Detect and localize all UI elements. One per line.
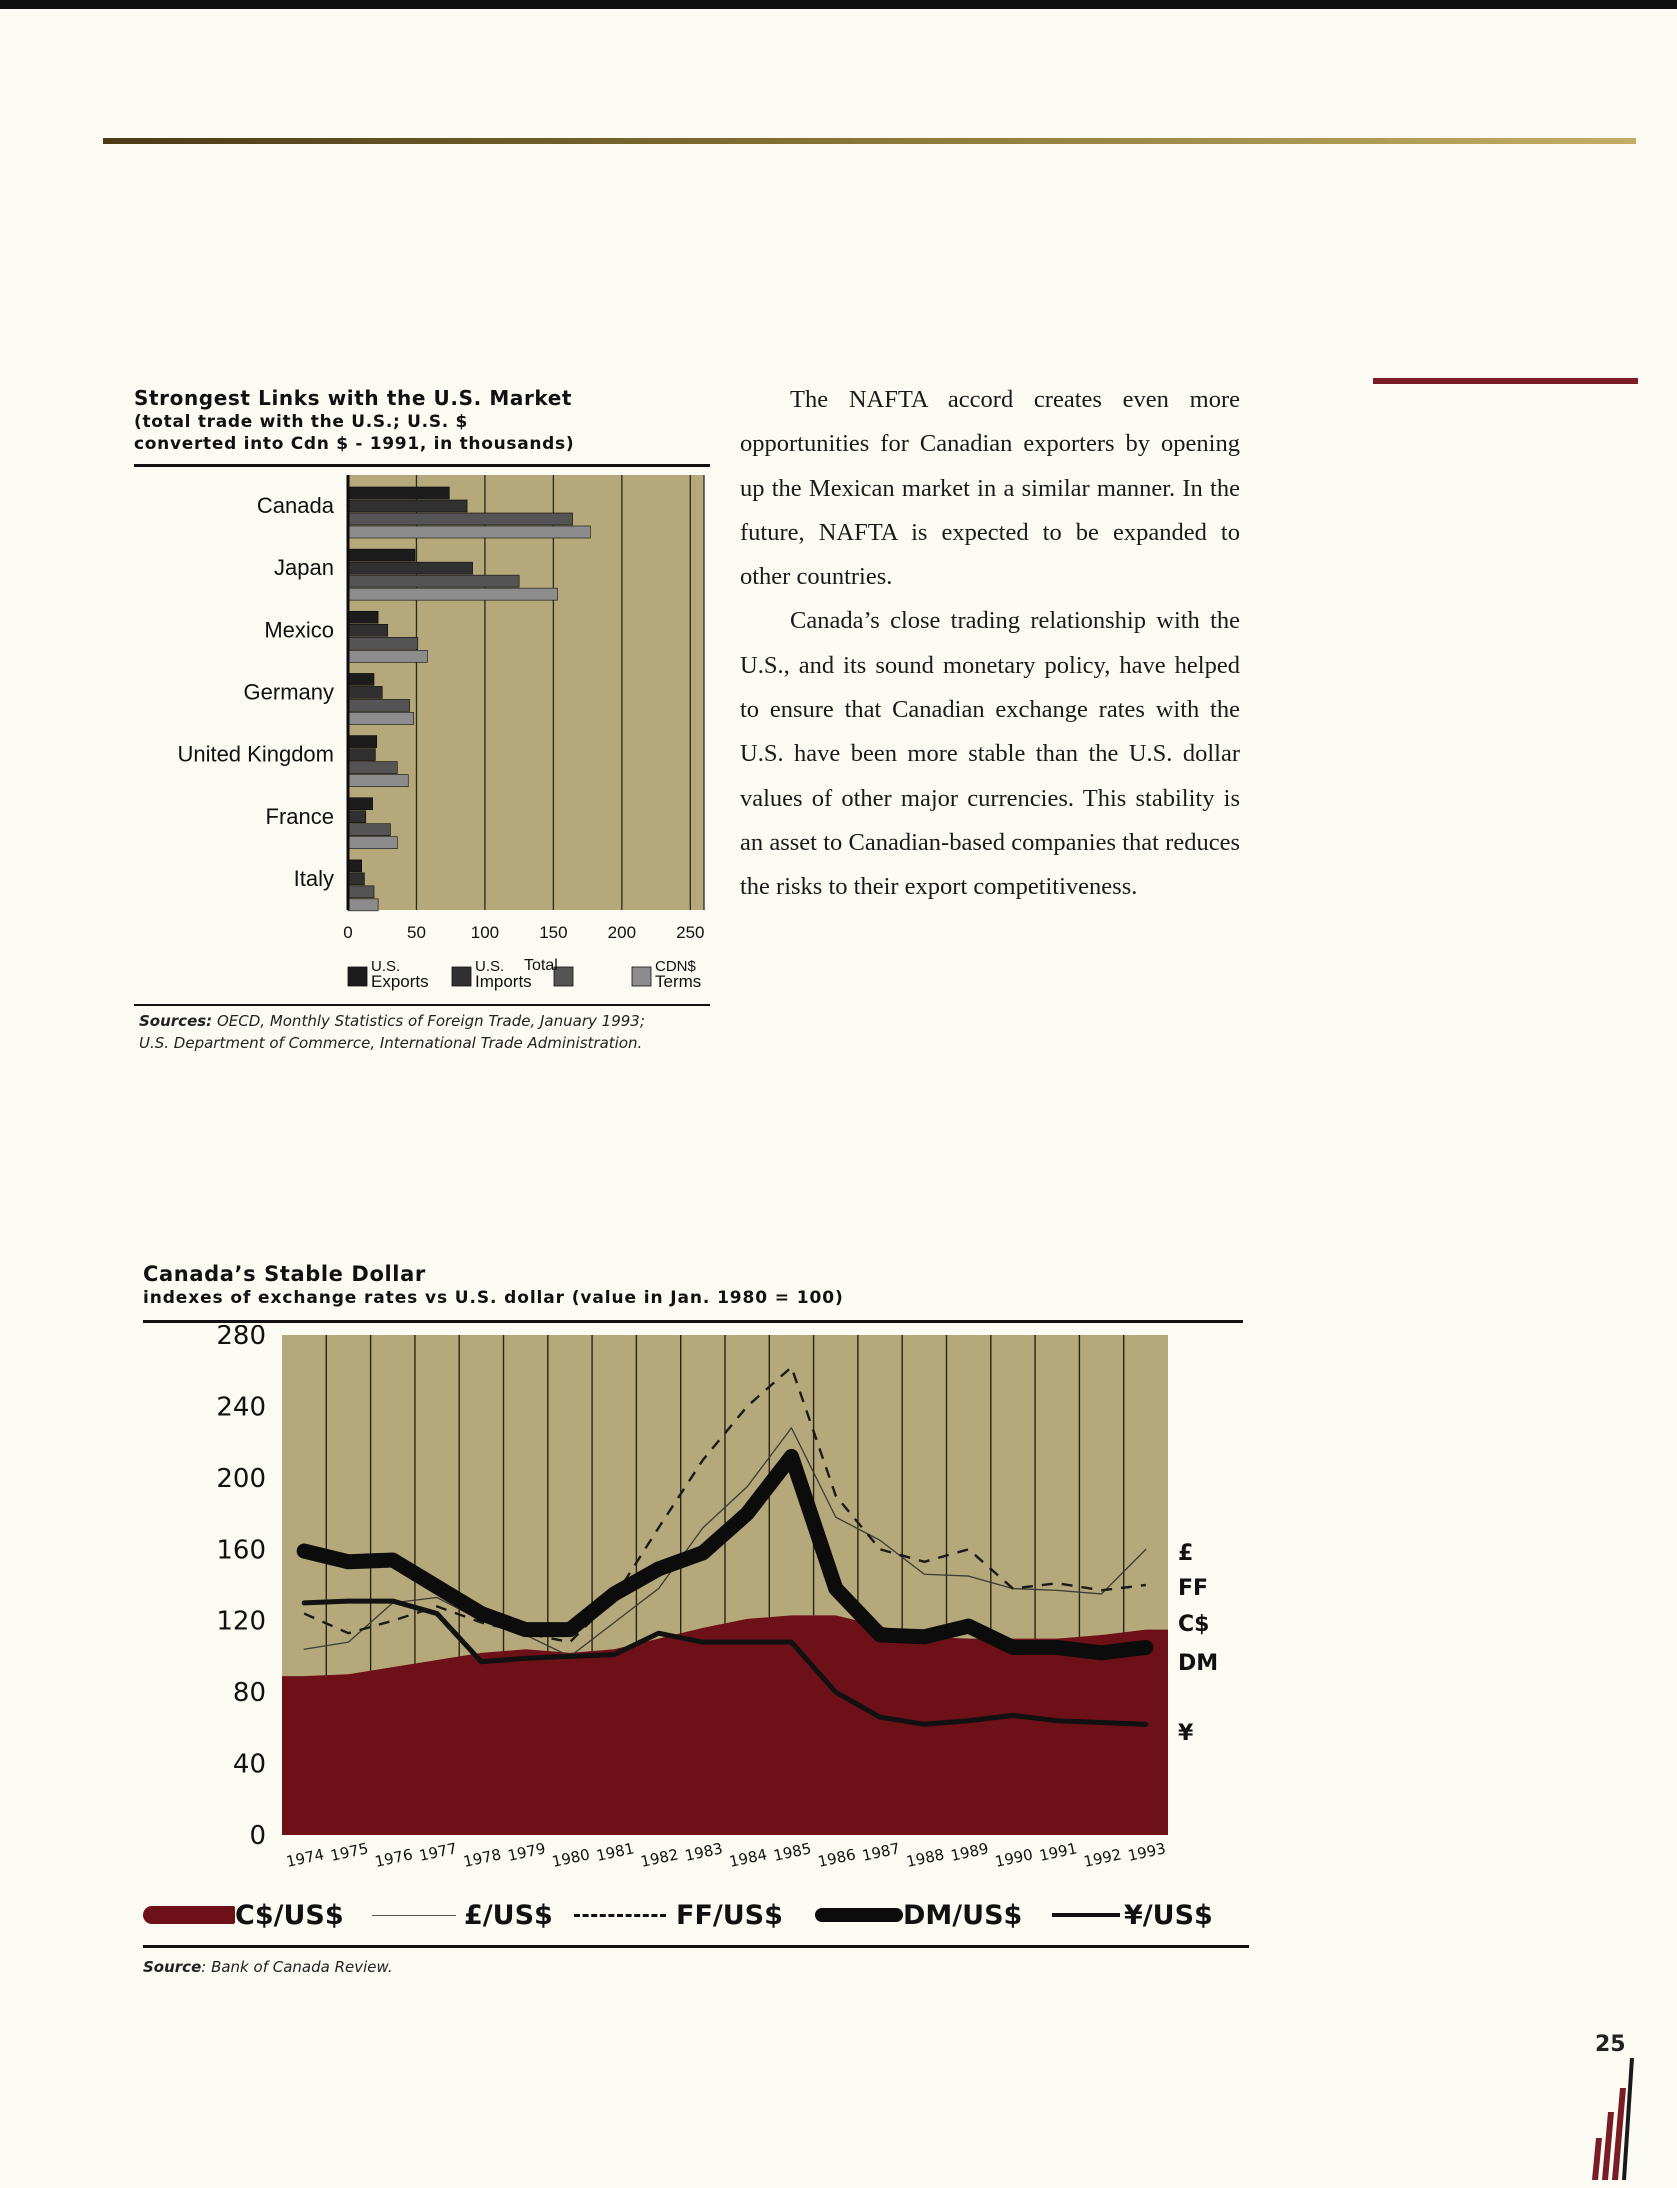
chart1-bar-united-kingdom-u-s-imports <box>348 749 375 761</box>
chart2-xtick-label: 1976 <box>373 1845 415 1871</box>
legend-item-dm <box>815 1895 1022 1935</box>
legend-item-cad <box>143 1895 344 1935</box>
legend-item-gbp <box>372 1895 553 1935</box>
chart2-end-label: C$ <box>1178 1612 1210 1637</box>
exchange-rate-chart <box>200 1325 1240 1885</box>
chart1-bar-united-kingdom-u-s-exports <box>348 736 377 748</box>
chart1-xtick-label: 50 <box>407 923 426 942</box>
chart2-title: Canada’s Stable Dollar <box>143 1262 426 1286</box>
chart1-legend-swatch-u-s-imports <box>452 967 471 986</box>
legend-swatch-dm <box>815 1908 903 1922</box>
legend-swatch-gbp <box>372 1915 456 1916</box>
chart1-bar-canada-u-s-exports <box>348 487 449 499</box>
chart1-bar-germany-u-s-exports <box>348 673 374 685</box>
sources-text-1: OECD, Monthly Statistics of Foreign Trade, January 1993; <box>216 1012 645 1030</box>
chart1-legend-label: Imports <box>475 972 532 991</box>
chart1-legend-label: CDN$ <box>655 958 696 975</box>
chart1-category-label: Canada <box>256 493 334 519</box>
chart1-bar-france-cdn-terms <box>348 837 397 849</box>
chart1-plot-area <box>348 475 704 910</box>
chart1-xtick-label: 250 <box>676 923 705 942</box>
chart1-xtick-label: 200 <box>607 923 637 942</box>
chart1-bar-united-kingdom-cdn-terms <box>348 775 408 787</box>
legend-label-yen: ¥/US$ <box>1124 1899 1213 1931</box>
chart1-bar-japan-total <box>348 575 519 587</box>
chart1-legend-swatch-u-s-exports <box>348 967 367 986</box>
chart2-title-rule <box>143 1320 1243 1323</box>
chart1-bar-japan-u-s-exports <box>348 549 415 561</box>
chart1-title: Strongest Links with the U.S. Market <box>134 386 573 410</box>
chart2-ytick-label: 280 <box>216 1325 266 1351</box>
body-paragraph-2: Canada’s close trading relationship with the U.S., and its sound monetary policy, have helped to ensure that Canadian exchange rates with the U.S. have been more stable than the U.S. dollar values of other major currencies. This stability is an asset to Canadian-based companies that reduces the risks to their export competitiveness. <box>740 607 1240 901</box>
page-number: 25 <box>1595 2032 1626 2057</box>
chart2-ytick-label: 40 <box>232 1749 266 1780</box>
chart1-subtitle-line1: (total trade with the U.S.; U.S. $ <box>134 412 469 432</box>
chart2-xtick-label: 1992 <box>1081 1845 1124 1871</box>
chart1-sources-line1 <box>139 1012 645 1030</box>
chart1-bar-france-u-s-exports <box>348 798 373 810</box>
legend-label-gbp: £/US$ <box>464 1899 553 1931</box>
chart1-category-label: Japan <box>274 555 334 581</box>
chart1-bar-united-kingdom-total <box>348 762 397 774</box>
chart1-bar-mexico-u-s-imports <box>348 624 388 636</box>
chart1-bar-france-u-s-imports <box>348 811 366 823</box>
chart1-category-label: Italy <box>293 865 334 891</box>
chart2-ytick-label: 240 <box>216 1392 266 1423</box>
chart1-legend-label: U.S. <box>371 958 401 975</box>
chart2-ytick-label: 160 <box>216 1535 266 1566</box>
side-accent-rule <box>1373 378 1638 384</box>
chart1-subtitle-line2: converted into Cdn $ - 1991, in thousands) <box>134 434 575 454</box>
body-paragraph-1: The NAFTA accord creates even more opportunities for Canadian exporters by opening up the Mexican market in a similar manner. In the future, NAFTA is expected to be expanded to other countries. <box>740 386 1240 591</box>
sources-label: Sources: <box>139 1012 213 1030</box>
chart1-bar-italy-total <box>348 886 374 898</box>
legend-label-cad: C$/US$ <box>235 1899 344 1931</box>
chart1-bar-mexico-cdn-terms <box>348 650 427 662</box>
chart1-category-label: United Kingdom <box>177 741 334 767</box>
chart1-bar-germany-u-s-imports <box>348 686 382 698</box>
chart2-xtick-label: 1982 <box>638 1845 681 1871</box>
chart2-xtick-label: 1977 <box>417 1839 459 1865</box>
chart2-xtick-label: 1981 <box>594 1839 636 1865</box>
chart2-xtick-label: 1975 <box>328 1839 370 1865</box>
legend-item-ff <box>574 1895 783 1935</box>
chart1-source-rule <box>134 1004 710 1006</box>
chart1-xtick-label: 0 <box>343 923 353 942</box>
chart1-legend-swatch-cdn-terms <box>632 967 651 986</box>
chart1-bar-mexico-u-s-exports <box>348 611 378 623</box>
chart1-bar-italy-u-s-imports <box>348 873 364 885</box>
legend-swatch-cad <box>143 1906 235 1924</box>
chart2-xtick-label: 1989 <box>949 1839 991 1865</box>
legend-label-dm: DM/US$ <box>903 1899 1023 1931</box>
chart1-bar-italy-u-s-exports <box>348 860 362 872</box>
chart2-xtick-label: 1979 <box>506 1839 548 1865</box>
chart2-end-label: FF <box>1178 1576 1209 1601</box>
chart1-bar-germany-total <box>348 699 410 711</box>
chart2-legend-rule <box>143 1945 1249 1948</box>
header-rule <box>103 138 1636 144</box>
chart2-end-label: DM <box>1178 1651 1219 1676</box>
chart2-xtick-label: 1984 <box>727 1845 769 1871</box>
chart1-sources-line2: U.S. Department of Commerce, International Trade Administration. <box>139 1034 643 1052</box>
source-text: : Bank of Canada Review. <box>201 1958 393 1976</box>
chart1-category-label: Mexico <box>264 617 334 643</box>
chart1-bar-japan-cdn-terms <box>348 588 557 600</box>
chart1-bar-canada-cdn-terms <box>348 526 590 538</box>
legend-item-yen <box>1052 1895 1213 1935</box>
chart1-bar-germany-cdn-terms <box>348 712 414 724</box>
body-text <box>740 378 1240 910</box>
legend-swatch-ff <box>574 1914 666 1917</box>
chart1-legend-label: Terms <box>655 972 702 991</box>
chart1-xtick-label: 150 <box>539 923 568 942</box>
chart2-xtick-label: 1986 <box>816 1845 858 1871</box>
chart1-category-label: France <box>265 803 334 829</box>
chart2-xtick-label: 1990 <box>993 1845 1035 1871</box>
chart1-category-label: Germany <box>243 679 334 705</box>
chart2-xtick-label: 1985 <box>771 1839 813 1865</box>
chart2-subtitle: indexes of exchange rates vs U.S. dollar (value in Jan. 1980 = 100) <box>143 1288 844 1308</box>
chart2-ytick-label: 200 <box>216 1463 266 1494</box>
corner-bars-icon <box>1588 2050 1638 2180</box>
chart2-source <box>143 1958 393 1976</box>
chart2-end-label: £ <box>1178 1541 1194 1566</box>
chart2-xtick-label: 1978 <box>461 1845 503 1871</box>
legend-swatch-yen <box>1052 1913 1120 1917</box>
trade-bar-chart <box>130 470 720 1000</box>
chart2-xtick-label: 1988 <box>904 1845 946 1871</box>
chart2-end-label: ¥ <box>1178 1721 1194 1746</box>
chart1-bar-france-total <box>348 824 390 836</box>
chart1-title-rule <box>134 464 710 467</box>
source-label: Source <box>143 1958 202 1976</box>
chart2-ytick-label: 120 <box>216 1606 266 1637</box>
legend-label-ff: FF/US$ <box>676 1899 783 1931</box>
chart1-legend-label: Total <box>524 957 558 974</box>
chart1-bar-canada-total <box>348 513 573 525</box>
chart2-xtick-label: 1980 <box>550 1845 592 1871</box>
page-top-border <box>0 0 1677 9</box>
chart2-xtick-label: 1987 <box>860 1839 902 1865</box>
chart2-xtick-label: 1983 <box>683 1839 725 1865</box>
chart1-bar-italy-cdn-terms <box>348 899 378 911</box>
chart1-legend-label: Exports <box>371 972 429 991</box>
chart1-bar-japan-u-s-imports <box>348 562 473 574</box>
chart2-ytick-label: 80 <box>232 1678 266 1709</box>
chart1-bar-canada-u-s-imports <box>348 500 467 512</box>
chart1-xtick-label: 100 <box>470 923 500 942</box>
chart1-legend-label: U.S. <box>475 958 505 975</box>
chart1-bar-mexico-total <box>348 637 418 649</box>
chart2-xtick-label: 1993 <box>1126 1839 1168 1865</box>
chart2-ytick-label: 0 <box>249 1821 266 1851</box>
chart2-xtick-label: 1991 <box>1037 1839 1079 1865</box>
chart2-xtick-label: 1974 <box>284 1845 326 1871</box>
